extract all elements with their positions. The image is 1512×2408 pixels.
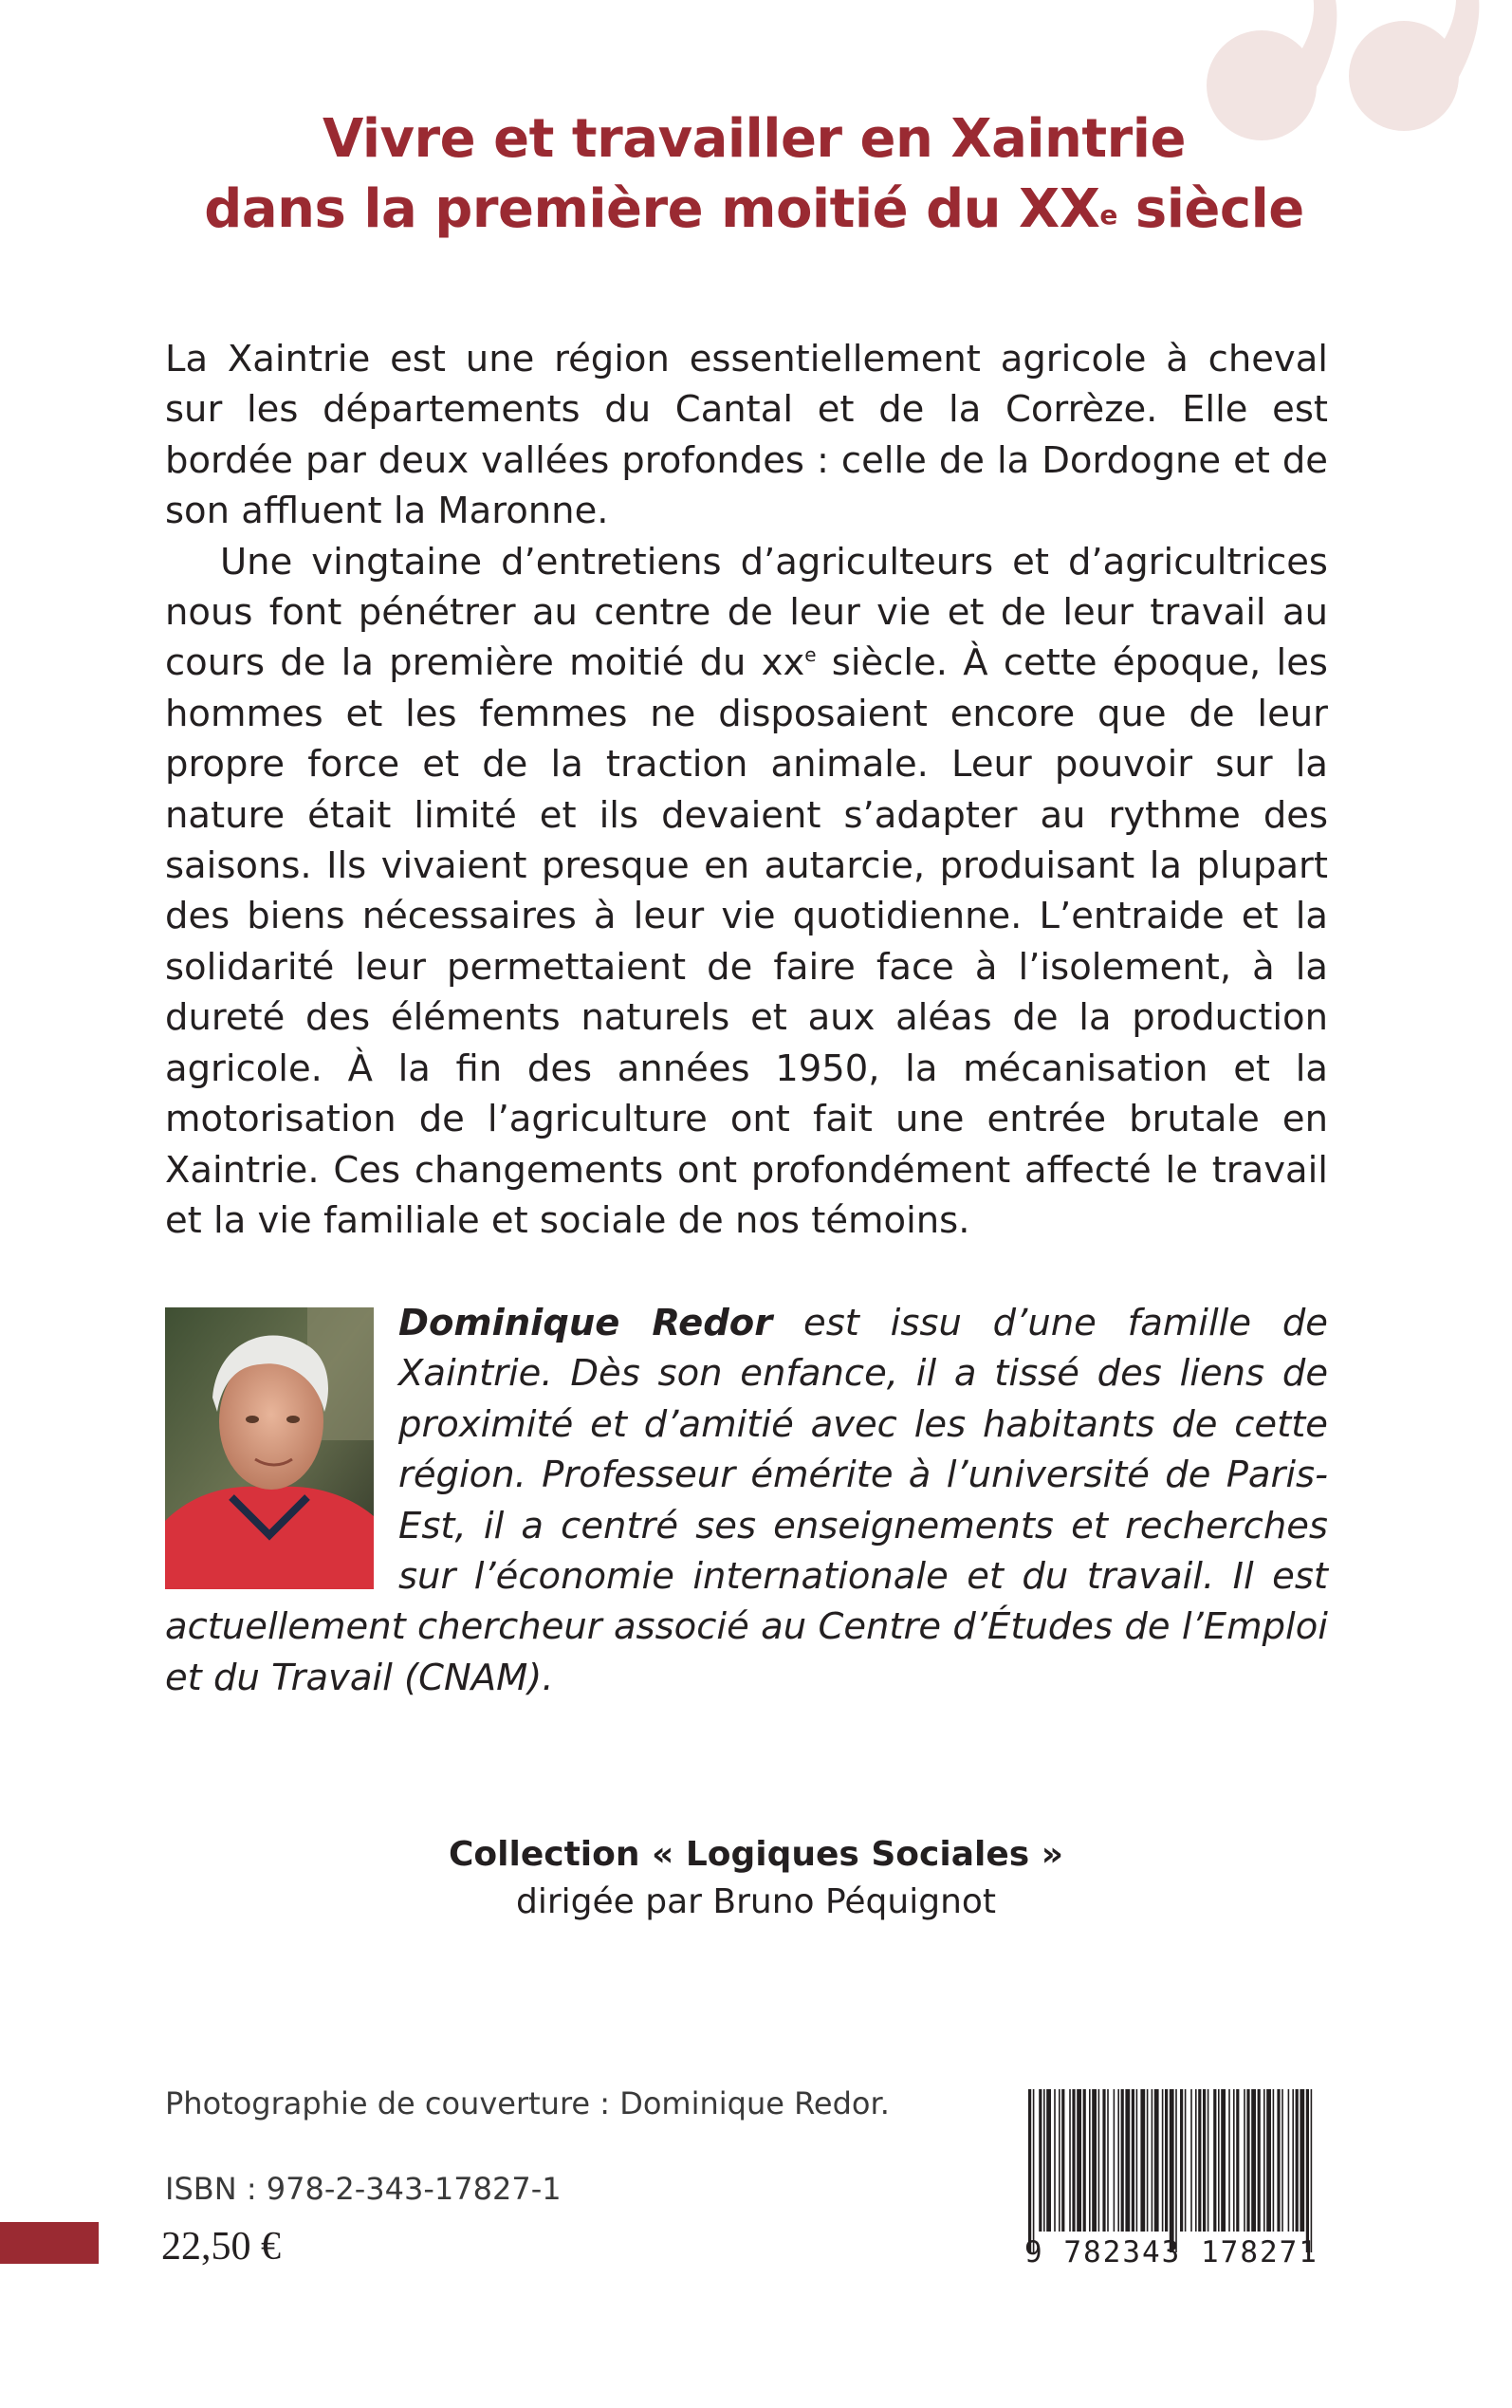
barcode-bar	[1296, 2089, 1299, 2232]
barcode-bar	[1033, 2089, 1035, 2252]
blurb-paragraph-1: La Xaintrie est une région essentiellement agricole à cheval sur les départements du Cantal et de la Corrèze. Elle est bordée par deux vallées profondes : celle de la Dordogne et de son affluent la Maronne.	[165, 338, 1328, 533]
blurb-p2-end: siècle. À cette époque, les hommes et les femmes ne disposaient encore que de leur propre force et de la traction animale. Leur pouvoir sur la nature était limité et ils devaient s’adapter au rythme des saisons. Ils vivaient presque en autarcie, produisant la plupart des biens nécessaires à leur vie quotidienne. L’entraide et la solidarité leur permettaient de faire face à l’isolement, à la dureté des éléments naturels et aux aléas de la production agricole. À la fin des années 1950, la mécanisation et la motorisation de l’agriculture ont fait une entrée brutale en Xaintrie. Ces changements ont profondément affecté le travail et la vie familiale et sociale de nos témoins.	[165, 641, 1328, 1242]
barcode-bar	[1190, 2089, 1192, 2232]
barcode-bar	[1069, 2089, 1071, 2232]
barcode-bar	[1246, 2089, 1249, 2232]
collection-title: Collection « Logiques Sociales »	[449, 1835, 1063, 1874]
barcode-bar	[1251, 2089, 1256, 2232]
barcode-bar	[1185, 2089, 1187, 2232]
barcode-bar	[1107, 2089, 1109, 2232]
price: 22,50 €	[161, 2225, 281, 2269]
author-biography	[165, 1298, 1328, 1703]
barcode-bar	[1288, 2089, 1290, 2232]
barcode-bar	[1059, 2089, 1060, 2232]
author-bio-text: est issu d’une famille de Xaintrie. Dès son enfance, il a tissé des liens de proximité et d’amitié avec les habitants de cette région. Professeur émérite à l’université de Paris-Est, il a centré ses enseignements et recherches sur l’économie internationale et du travail. Il est actuellement chercheur associé au Centre d’Études de l’Emploi et du Travail (CNAM).	[165, 1302, 1328, 1699]
barcode-bar	[1092, 2089, 1097, 2232]
blurb-paragraph-2	[165, 537, 1328, 1247]
barcode-bar	[1054, 2089, 1056, 2232]
barcode-bar	[1046, 2089, 1051, 2232]
barcode-bar	[1282, 2089, 1283, 2232]
back-cover-blurb	[165, 334, 1328, 1246]
collection-info	[0, 1831, 1512, 1926]
barcode-bar	[1311, 2089, 1313, 2252]
barcode-bar	[1117, 2089, 1119, 2232]
title-line-2-end: siècle	[1116, 178, 1304, 240]
book-title	[142, 104, 1366, 245]
barcode-bar	[1236, 2089, 1239, 2232]
isbn: ISBN : 978-2-343-17827-1	[165, 2171, 562, 2207]
barcode-bar	[1102, 2089, 1105, 2232]
barcode-bar	[1213, 2089, 1216, 2232]
blurb-p2-superscript: e	[804, 643, 817, 667]
title-line-2-start: dans la première moitié du XX	[204, 178, 1100, 240]
barcode	[1024, 2089, 1318, 2260]
barcode-bar	[1300, 2089, 1304, 2232]
barcode-bar	[1208, 2089, 1209, 2232]
title-superscript: e	[1099, 199, 1117, 231]
barcode-bar	[1263, 2089, 1265, 2232]
barcode-bar	[1072, 2089, 1075, 2232]
barcode-bar	[1306, 2089, 1309, 2252]
barcode-bar	[1039, 2089, 1042, 2232]
barcode-bar	[1077, 2089, 1081, 2232]
barcode-bar	[1083, 2089, 1086, 2232]
barcode-bar	[1061, 2089, 1064, 2232]
barcode-bar	[1165, 2089, 1168, 2232]
barcode-bar	[1125, 2089, 1130, 2232]
barcode-bar	[1180, 2089, 1183, 2232]
barcode-bar	[1152, 2089, 1153, 2232]
barcode-bar	[1198, 2089, 1201, 2232]
barcode-bar	[1175, 2089, 1177, 2252]
barcode-bar	[1218, 2089, 1220, 2232]
barcode-bar	[1043, 2089, 1045, 2232]
barcode-bar	[1203, 2089, 1206, 2232]
photo-credit: Photographie de couverture : Dominique Redor.	[165, 2085, 890, 2121]
barcode-bar	[1273, 2089, 1275, 2232]
barcode-bar	[1098, 2089, 1100, 2232]
barcode-bar	[1277, 2089, 1280, 2232]
barcode-bar	[1028, 2089, 1031, 2252]
barcode-bar	[1140, 2089, 1145, 2232]
barcode-bar	[1221, 2089, 1226, 2232]
barcode-bar	[1266, 2089, 1271, 2232]
barcode-bar	[1154, 2089, 1159, 2232]
barcode-bar	[1162, 2089, 1164, 2232]
title-line-1: Vivre et travailler en Xaintrie	[323, 108, 1186, 170]
barcode-bar	[1292, 2089, 1294, 2232]
blurb-p2-start: Une vingtaine d’entretiens d’agriculteurs et d’agricultrices nous font pénétrer au centre de leur vie et de leur travail au cours de la première moitié du xx	[165, 540, 1328, 685]
barcode-bar	[1089, 2089, 1091, 2232]
barcode-digits: 9 782343 178271	[1024, 2235, 1318, 2269]
barcode-bar	[1121, 2089, 1124, 2232]
price-accent-bar	[0, 2222, 99, 2264]
barcode-bar	[1170, 2089, 1174, 2252]
barcode-bar	[1114, 2089, 1116, 2232]
collection-director: dirigée par Bruno Péquignot	[515, 1882, 997, 1921]
barcode-bar	[1136, 2089, 1138, 2232]
barcode-bar	[1195, 2089, 1197, 2232]
barcode-bar	[1147, 2089, 1149, 2232]
barcode-bar	[1132, 2089, 1134, 2232]
author-name: Dominique Redor	[398, 1302, 773, 1344]
barcode-bar	[1244, 2089, 1245, 2232]
barcode-bar	[1258, 2089, 1261, 2232]
barcode-bar	[1233, 2089, 1235, 2232]
barcode-bar	[1228, 2089, 1230, 2232]
